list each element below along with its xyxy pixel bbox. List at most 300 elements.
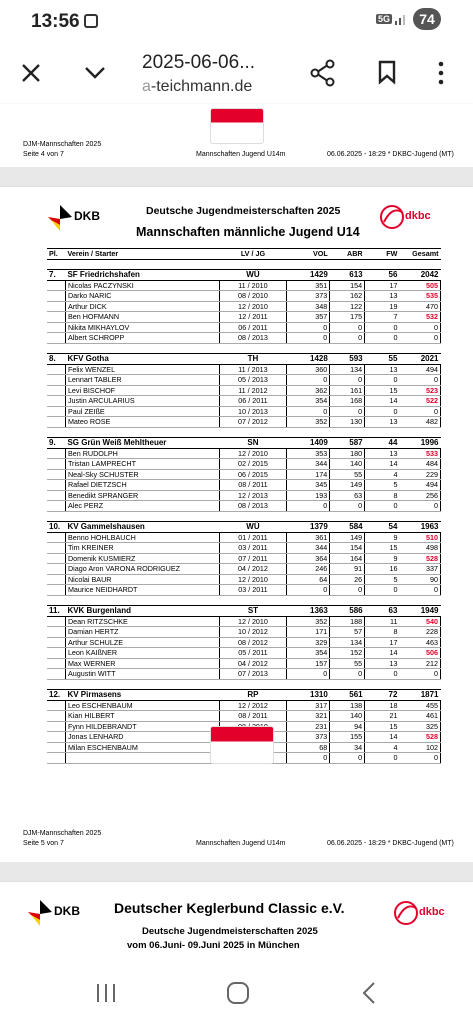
player-f: 5 [365,574,400,585]
player-year: 06 / 2015 [219,469,287,480]
player-name: Damian HERTZ [65,627,219,638]
player-a: 140 [330,711,365,722]
player-total: 0 [399,333,440,344]
player-a: 154 [330,280,365,291]
player-row [47,711,441,722]
player-a: 0 [330,375,365,386]
player-row [47,385,441,396]
player-row [47,585,441,596]
page-title: 2025-06-06... [142,52,256,73]
team-lv: RP [219,690,287,701]
dkbc-logo: dkbc [392,898,448,933]
team-fw: 56 [365,270,400,281]
team-ges: 1996 [399,438,440,449]
player-f: 15 [365,721,400,732]
share-icon[interactable] [310,59,336,87]
player-name: Nikita MIKHAYLOV [65,322,219,333]
player-name: Leo ESCHENBAUM [65,700,219,711]
player-f: 13 [365,658,400,669]
player-year: 04 / 2012 [219,564,287,575]
player-total: 102 [399,742,440,753]
player-total: 532 [399,312,440,323]
player-total: 212 [399,658,440,669]
player-total: 463 [399,637,440,648]
org-title: Deutscher Keglerbund Classic e.V. [114,900,345,916]
player-f: 13 [365,448,400,459]
team-name: SG Grün Weiß Mehltheuer [65,438,219,449]
player-row [47,375,441,386]
player-name [65,753,219,764]
player-name: Benno HOHLBAUCH [65,532,219,543]
player-row [47,564,441,575]
player-v: 354 [287,396,330,407]
more-options-icon[interactable] [436,60,446,86]
player-a: 164 [330,553,365,564]
player-name: Nicolas PACZYNSKI [65,280,219,291]
player-total: 494 [399,480,440,491]
player-name: Benedikt SPRANGER [65,490,219,501]
player-name: Jonas LENHARD [65,732,219,743]
player-row [47,301,441,312]
player-name: Nicolai BAUR [65,574,219,585]
player-row [47,364,441,375]
player-name: Ben HOFMANN [65,312,219,323]
player-name: Rafael DIETZSCH [65,480,219,491]
player-f: 0 [365,406,400,417]
player-row [47,459,441,470]
player-row [47,700,441,711]
player-total: 90 [399,574,440,585]
column-header: ABR [330,249,365,260]
player-name: Felix WENZEL [65,364,219,375]
player-total: 0 [399,501,440,512]
player-f: 11 [365,616,400,627]
event-line-2: vom 06.Juni- 09.Juni 2025 in München [127,940,300,951]
player-name: Domenik KUSMIERZ [65,553,219,564]
player-total: 535 [399,291,440,302]
player-row [47,490,441,501]
player-total: 506 [399,648,440,659]
column-header: VOL [287,249,330,260]
team-vol: 1429 [287,270,330,281]
player-a: 55 [330,469,365,480]
team-fw: 63 [365,606,400,617]
player-year: 12 / 2013 [219,490,287,501]
player-a: 188 [330,616,365,627]
player-year: 06 / 2011 [219,396,287,407]
player-name: Diago Aron VARONA RODRIGUEZ [65,564,219,575]
player-total: 470 [399,301,440,312]
player-total: 498 [399,543,440,554]
player-total: 461 [399,711,440,722]
player-a: 0 [330,753,365,764]
player-year: 08 / 2011 [219,711,287,722]
player-year: 08 / 2011 [219,480,287,491]
player-year: 02 / 2015 [219,459,287,470]
player-v: 321 [287,711,330,722]
player-v: 317 [287,700,330,711]
player-a: 161 [330,385,365,396]
player-v: 357 [287,312,330,323]
player-a: 138 [330,700,365,711]
player-v: 351 [287,280,330,291]
player-total: 0 [399,406,440,417]
player-f: 0 [365,501,400,512]
player-name: Arthur DICK [65,301,219,312]
player-f: 15 [365,385,400,396]
player-v: 354 [287,648,330,659]
player-year: 01 / 2011 [219,532,287,543]
team-ges: 1949 [399,606,440,617]
player-f: 15 [365,543,400,554]
player-year: 10 / 2013 [219,406,287,417]
team-lv: SN [219,438,287,449]
player-f: 18 [365,700,400,711]
team-vol: 1409 [287,438,330,449]
player-v: 0 [287,333,330,344]
team-lv: WÜ [219,522,287,533]
clock: 13:56 [31,11,80,32]
back-icon[interactable] [360,981,378,1005]
battery-indicator: 74 [413,8,441,30]
bookmark-icon[interactable] [376,59,398,85]
player-year: 12 / 2010 [219,574,287,585]
player-v: 193 [287,490,330,501]
player-name: Leon KAIßNER [65,648,219,659]
page-gap [0,862,473,882]
player-a: 152 [330,648,365,659]
player-f: 9 [365,532,400,543]
player-year: 08 / 2013 [219,501,287,512]
footer-right: 06.06.2025 - 18:29 * DKBC-Jugend (MT) [327,840,454,847]
player-f: 8 [365,627,400,638]
team-pl: 7. [47,270,65,281]
player-f: 4 [365,469,400,480]
player-year: 08 / 2012 [219,637,287,648]
player-total: 325 [399,721,440,732]
player-a: 162 [330,291,365,302]
player-v: 364 [287,553,330,564]
page-gap [0,167,473,187]
player-year: 05 / 2013 [219,375,287,386]
team-pl: 10. [47,522,65,533]
browser-toolbar [0,44,473,104]
table-header [47,249,441,260]
player-name: Paul ZEIßE [65,406,219,417]
player-total: 540 [399,616,440,627]
player-a: 0 [330,501,365,512]
player-year: 07 / 2012 [219,417,287,428]
player-a: 0 [330,333,365,344]
player-f: 14 [365,396,400,407]
player-f: 13 [365,417,400,428]
player-total: 0 [399,322,440,333]
player-v: 246 [287,564,330,575]
player-row [47,312,441,323]
player-total: 455 [399,700,440,711]
team-lv: WÜ [219,270,287,281]
player-name: Ben RUDOLPH [65,448,219,459]
team-ges: 2021 [399,354,440,365]
player-f: 14 [365,648,400,659]
android-nav-bar [0,964,473,1024]
player-v: 348 [287,301,330,312]
team-pl: 8. [47,354,65,365]
player-total: 494 [399,364,440,375]
player-name: Albert SCHROPP [65,333,219,344]
player-v: 0 [287,406,330,417]
player-row [47,574,441,585]
player-f: 7 [365,312,400,323]
player-name: Max WERNER [65,658,219,669]
player-f: 9 [365,553,400,564]
player-v: 0 [287,375,330,386]
player-total: 522 [399,396,440,407]
player-f: 13 [365,291,400,302]
player-total: 523 [399,385,440,396]
player-name: Lennart TABLER [65,375,219,386]
team-row [47,522,441,533]
player-v: 68 [287,742,330,753]
player-name: Arthur SCHULZE [65,637,219,648]
team-name: KV Pirmasens [65,690,219,701]
player-v: 0 [287,669,330,680]
player-f: 0 [365,753,400,764]
team-ges: 1963 [399,522,440,533]
player-row [47,637,441,648]
player-row [47,333,441,344]
player-total: 228 [399,627,440,638]
team-name: KV Gammelshausen [65,522,219,533]
player-name: Kian HILBERT [65,711,219,722]
player-v: 362 [287,385,330,396]
page-url[interactable]: a-teichmann.de [142,78,253,95]
dkb-flag-icon [48,205,72,231]
player-name: Fynn HILDEBRANDT [65,721,219,732]
player-a: 149 [330,532,365,543]
player-total: 0 [399,669,440,680]
player-v: 329 [287,637,330,648]
player-name: Mateo ROSE [65,417,219,428]
sponsor-stamp-icon [210,108,264,144]
pdf-page-4 [0,104,473,167]
player-v: 0 [287,753,330,764]
team-lv: TH [219,354,287,365]
team-fw: 72 [365,690,400,701]
player-total: 510 [399,532,440,543]
player-row [47,553,441,564]
player-f: 0 [365,585,400,596]
player-a: 175 [330,312,365,323]
player-row [47,322,441,333]
footer-right: 06.06.2025 - 18:29 * DKBC-Jugend (MT) [327,151,454,158]
player-a: 57 [330,627,365,638]
player-name: Augustin WITT [65,669,219,680]
chevron-down-icon[interactable] [84,64,106,82]
player-row [47,280,441,291]
footer-left-1: DJM-Mannschaften 2025 [23,830,102,837]
player-year: 12 / 2010 [219,301,287,312]
player-a: 0 [330,322,365,333]
team-name: KVK Burgenland [65,606,219,617]
column-header: FW [365,249,400,260]
player-a: 130 [330,417,365,428]
player-row [47,532,441,543]
player-year: 12 / 2010 [219,448,287,459]
player-row [47,469,441,480]
player-year: 08 / 2013 [219,333,287,344]
footer-center: Mannschaften Jugend U14m [196,151,286,158]
player-a: 180 [330,448,365,459]
dkb-logo: DKB [28,900,52,931]
player-year: 12 / 2011 [219,312,287,323]
player-v: 344 [287,543,330,554]
player-f: 19 [365,301,400,312]
player-row [47,448,441,459]
player-name: Maurice NEIDHARDT [65,585,219,596]
team-ges: 1871 [399,690,440,701]
player-row [47,480,441,491]
column-header: LV / JG [219,249,287,260]
team-row [47,690,441,701]
player-f: 8 [365,490,400,501]
player-name: Tim KREINER [65,543,219,554]
team-abr: 584 [330,522,365,533]
player-v: 360 [287,364,330,375]
player-f: 0 [365,375,400,386]
player-a: 94 [330,721,365,732]
player-v: 231 [287,721,330,732]
results-table [47,248,441,773]
pdf-page-6 [0,882,473,964]
player-f: 14 [365,732,400,743]
team-abr: 593 [330,354,365,365]
player-v: 373 [287,732,330,743]
team-abr: 587 [330,438,365,449]
team-pl: 11. [47,606,65,617]
player-row [47,616,441,627]
team-name: SF Friedrichshafen [65,270,219,281]
player-a: 34 [330,742,365,753]
player-name: Justin ARCULARIUS [65,396,219,407]
column-header: Pl. [47,249,65,260]
team-vol: 1428 [287,354,330,365]
player-f: 0 [365,333,400,344]
close-icon[interactable] [20,62,42,84]
recent-apps-icon[interactable] [95,982,117,1004]
player-row [47,396,441,407]
player-year: 11 / 2013 [219,364,287,375]
team-row [47,354,441,365]
status-bar [0,0,473,44]
player-year: 07 / 2011 [219,553,287,564]
player-a: 149 [330,480,365,491]
player-f: 14 [365,459,400,470]
player-total: 0 [399,753,440,764]
dkb-logo: DKB [48,205,72,236]
doc-subtitle: Mannschaften männliche Jugend U14 [136,225,360,239]
team-vol: 1363 [287,606,330,617]
player-f: 4 [365,742,400,753]
player-v: 353 [287,448,330,459]
player-total: 533 [399,448,440,459]
player-v: 0 [287,585,330,596]
team-abr: 613 [330,270,365,281]
team-fw: 55 [365,354,400,365]
player-v: 171 [287,627,330,638]
player-a: 0 [330,406,365,417]
player-year: 10 / 2012 [219,627,287,638]
team-vol: 1379 [287,522,330,533]
player-row [47,669,441,680]
player-year: 12 / 2012 [219,700,287,711]
player-total: 505 [399,280,440,291]
home-icon[interactable] [226,981,250,1005]
team-abr: 561 [330,690,365,701]
team-fw: 44 [365,438,400,449]
player-year: 03 / 2011 [219,585,287,596]
player-row [47,417,441,428]
footer-left-1: DJM-Mannschaften 2025 [23,141,102,148]
column-header: Gesamt [399,249,440,260]
team-row [47,270,441,281]
player-f: 13 [365,364,400,375]
player-total: 528 [399,732,440,743]
doc-title: Deutsche Jugendmeisterschaften 2025 [146,205,341,217]
player-a: 0 [330,669,365,680]
player-f: 17 [365,280,400,291]
player-v: 0 [287,501,330,512]
player-a: 134 [330,364,365,375]
player-a: 63 [330,490,365,501]
player-name: Dean RITZSCHKE [65,616,219,627]
network-type: 5G [378,14,391,24]
event-line-1: Deutsche Jugendmeisterschaften 2025 [142,926,318,937]
player-year: 08 / 2010 [219,291,287,302]
team-row [47,438,441,449]
player-year: 05 / 2011 [219,648,287,659]
player-name: Darko NARIC [65,291,219,302]
team-name: KFV Gotha [65,354,219,365]
screen-record-icon [84,14,98,28]
player-a: 55 [330,658,365,669]
player-a: 168 [330,396,365,407]
player-f: 21 [365,711,400,722]
dkb-flag-icon [28,900,52,926]
player-a: 122 [330,301,365,312]
player-v: 157 [287,658,330,669]
team-ges: 2042 [399,270,440,281]
player-row [47,291,441,302]
footer-left-2: Seite 5 von 7 [23,840,64,847]
player-row [47,543,441,554]
player-year: 11 / 2012 [219,385,287,396]
player-row [47,658,441,669]
player-a: 26 [330,574,365,585]
player-year: 12 / 2010 [219,616,287,627]
team-pl: 9. [47,438,65,449]
player-name: Levi BISCHOF [65,385,219,396]
player-row [47,501,441,512]
player-v: 361 [287,532,330,543]
team-fw: 54 [365,522,400,533]
player-year: 04 / 2012 [219,658,287,669]
player-row [47,648,441,659]
player-year: 11 / 2010 [219,280,287,291]
player-v: 352 [287,417,330,428]
player-year: 03 / 2011 [219,543,287,554]
player-v: 352 [287,616,330,627]
